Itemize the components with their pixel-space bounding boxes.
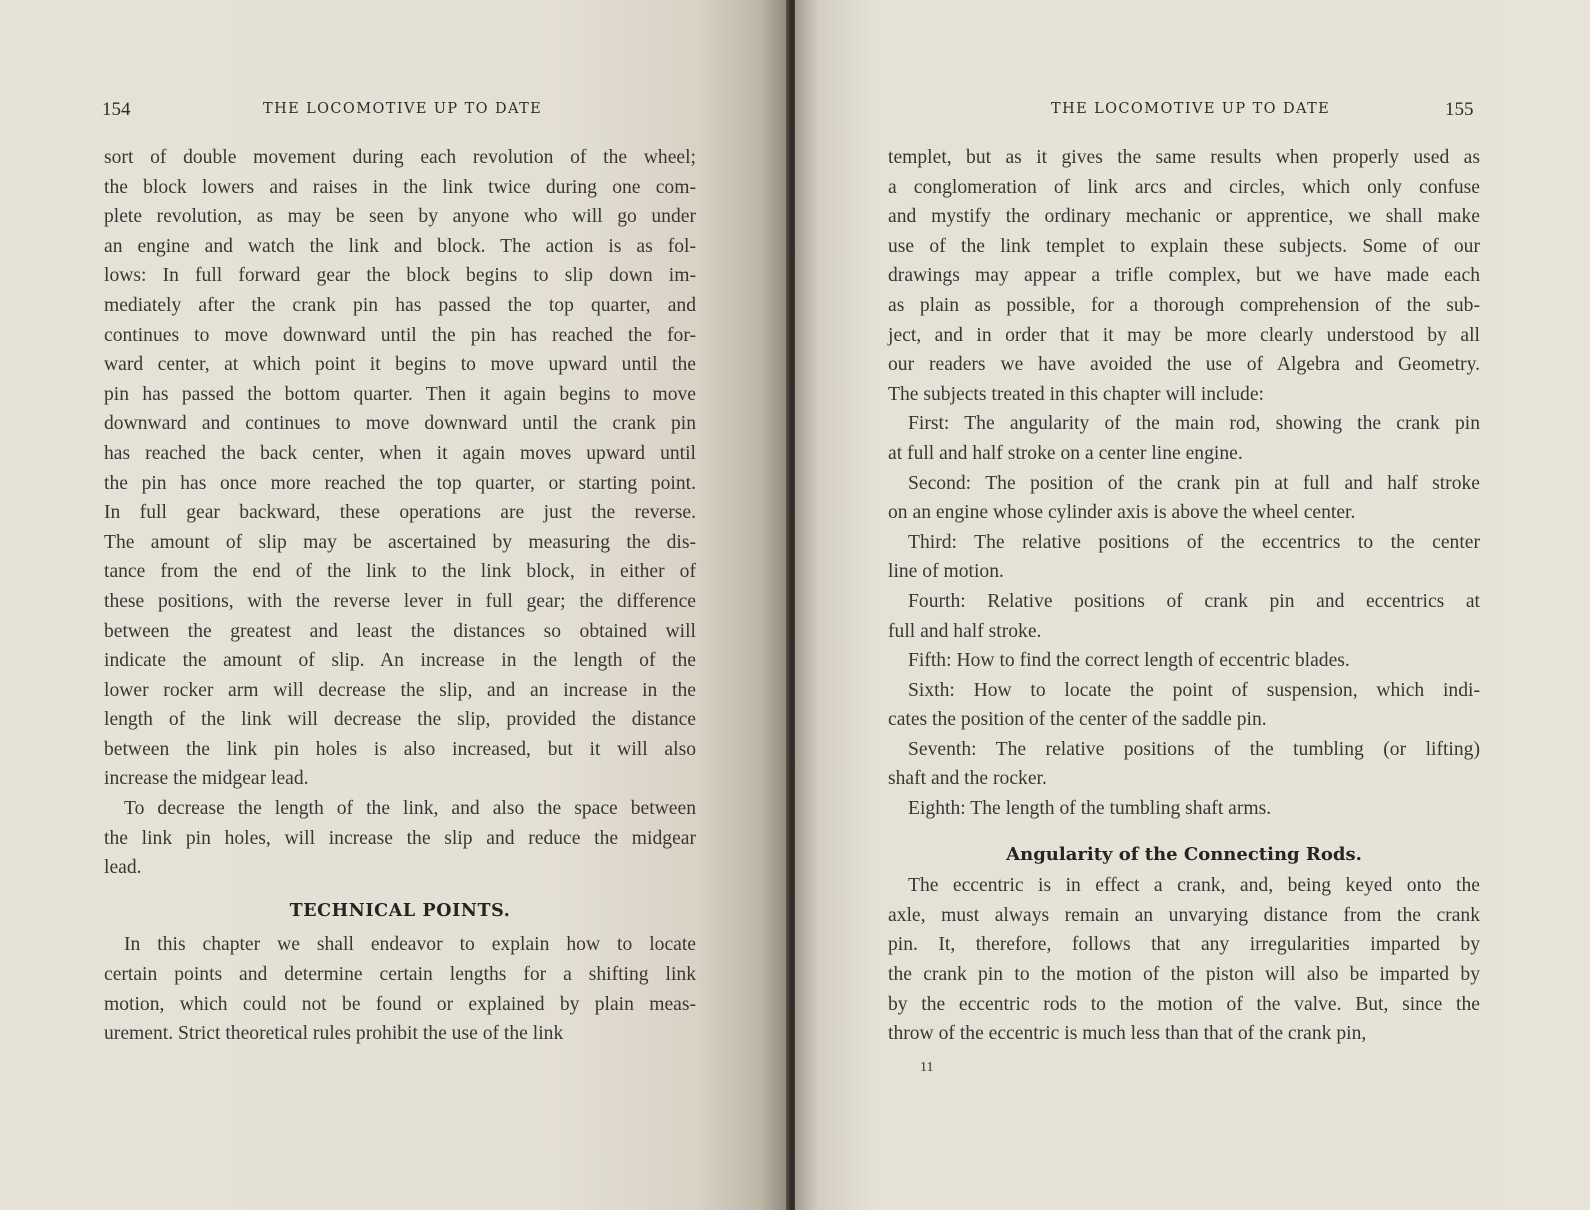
text-line: Sixth: How to locate the point of suspension, which indi- (908, 679, 1480, 701)
text-line: continues to move downward until the pin has reached the for- (104, 324, 696, 346)
text-line: line of motion. (888, 561, 1004, 583)
running-head-right: THE LOCOMOTIVE UP TO DATE (1051, 101, 1331, 117)
text-line: Seventh: The relative positions of the tumbling (or lifting) (908, 738, 1480, 760)
text-line: plete revolution, as may be seen by anyone who will go under (104, 206, 696, 228)
text-line: length of the link will decrease the slip, provided the distance (104, 709, 696, 731)
right-page (795, 0, 1590, 1210)
list-item (888, 646, 1480, 676)
text-line: downward and continues to move downward until the crank pin (104, 413, 696, 435)
text-line: motion, which could not be found or explained by plain meas- (104, 993, 696, 1015)
list-item (888, 469, 1480, 528)
text-line: has reached the back center, when it again moves upward until (104, 442, 696, 464)
text-line: certain points and determine certain lengths for a shifting link (104, 964, 696, 986)
text-line: To decrease the length of the link, and also the space between (124, 798, 696, 820)
section-heading-technical-points: TECHNICAL POINTS. (289, 900, 511, 921)
right-paragraph-1 (888, 143, 1480, 409)
text-line: our readers we have avoided the use of Algebra and Geometry. (888, 354, 1480, 376)
text-line: shaft and the rocker. (888, 768, 1047, 790)
text-line: full and half stroke. (888, 620, 1042, 642)
text-line: ward center, at which point it begins to move upward until the (104, 354, 696, 376)
text-line: The amount of slip may be ascertained by measuring the dis- (104, 531, 696, 553)
text-line: a conglomeration of link arcs and circles, which only confuse (888, 176, 1480, 198)
text-line: cates the position of the center of the saddle pin. (888, 709, 1267, 731)
right-paragraph-2 (888, 871, 1480, 1049)
text-line: on an engine whose cylinder axis is above the wheel center. (888, 502, 1356, 524)
text-line: an engine and watch the link and block. The action is as fol- (104, 235, 696, 257)
text-line: at full and half stroke on a center line engine. (888, 442, 1243, 464)
text-line: between the greatest and least the distances so obtained will (104, 620, 696, 642)
text-line: the block lowers and raises in the link twice during one com- (104, 176, 696, 198)
text-line: as plain as possible, for a thorough comprehension of the sub- (888, 294, 1480, 316)
text-line: throw of the eccentric is much less than that of the crank pin, (888, 1023, 1367, 1045)
page-number-left: 154 (102, 99, 131, 120)
section-heading-angularity: Angularity of the Connecting Rods. (1006, 843, 1362, 865)
list-item (888, 409, 1480, 468)
page-number-right: 155 (1445, 99, 1474, 120)
text-line: use of the link templet to explain these subjects. Some of our (888, 235, 1480, 257)
text-line: In this chapter we shall endeavor to explain how to locate (124, 934, 696, 956)
text-line: indicate the amount of slip. An increase in the length of the (104, 650, 696, 672)
list-item (888, 528, 1480, 587)
text-line: Fourth: Relative positions of crank pin and eccentrics at (908, 590, 1480, 612)
text-line: increase the midgear lead. (104, 768, 309, 790)
text-line: Fifth: How to find the correct length of eccentric blades. (908, 650, 1350, 672)
text-line: these positions, with the reverse lever in full gear; the difference (104, 590, 696, 612)
text-line: tance from the end of the link to the link block, in either of (104, 561, 696, 583)
text-line: mediately after the crank pin has passed the top quarter, and (104, 294, 696, 316)
list-item (888, 735, 1480, 794)
signature-mark: 11 (920, 1060, 934, 1075)
text-line: axle, must always remain an unvarying distance from the crank (888, 904, 1480, 926)
text-line: The subjects treated in this chapter will include: (888, 383, 1264, 405)
text-line: sort of double movement during each revolution of the wheel; (104, 147, 696, 168)
left-body (104, 143, 696, 1049)
text-line: by the eccentric rods to the motion of the valve. But, since the (888, 993, 1480, 1015)
text-line: the pin has once more reached the top quarter, or starting point. (104, 472, 696, 494)
text-line: and mystify the ordinary mechanic or apprentice, we shall make (888, 206, 1480, 228)
text-line: Third: The relative positions of the eccentrics to the center (908, 531, 1480, 553)
text-line: lower rocker arm will decrease the slip, and an increase in the (104, 679, 696, 701)
left-paragraph-2 (104, 794, 696, 883)
list-item (888, 587, 1480, 646)
right-body (888, 143, 1480, 1049)
text-line: lows: In full forward gear the block begins to slip down im- (104, 265, 696, 287)
text-line: the crank pin to the motion of the piston will also be imparted by (888, 964, 1480, 986)
text-line: templet, but as it gives the same results when properly used as (888, 147, 1480, 168)
text-line: First: The angularity of the main rod, showing the crank pin (908, 413, 1480, 435)
left-paragraph-3 (104, 930, 696, 1048)
list-item (888, 794, 1480, 824)
text-line: the link pin holes, will increase the slip and reduce the midgear (104, 827, 696, 849)
left-paragraph-1 (104, 143, 696, 794)
text-line: pin has passed the bottom quarter. Then it again begins to move (104, 383, 696, 405)
text-line: Second: The position of the crank pin at full and half stroke (908, 472, 1480, 494)
running-head-left: THE LOCOMOTIVE UP TO DATE (263, 101, 543, 117)
text-line: The eccentric is in effect a crank, and, being keyed onto the (908, 875, 1480, 897)
subjects-list (888, 409, 1480, 823)
left-page (0, 0, 790, 1210)
text-line: pin. It, therefore, follows that any irregularities imparted by (888, 934, 1480, 956)
text-line: urement. Strict theoretical rules prohibit the use of the link (104, 1023, 564, 1045)
text-line: drawings may appear a trifle complex, but we have made each (888, 265, 1480, 287)
text-line: In full gear backward, these operations are just the reverse. (104, 502, 696, 524)
text-line: lead. (104, 857, 142, 879)
text-line: between the link pin holes is also increased, but it will also (104, 738, 696, 760)
text-line: Eighth: The length of the tumbling shaft arms. (908, 798, 1272, 820)
list-item (888, 676, 1480, 735)
text-line: ject, and in order that it may be more clearly understood by all (888, 324, 1480, 346)
